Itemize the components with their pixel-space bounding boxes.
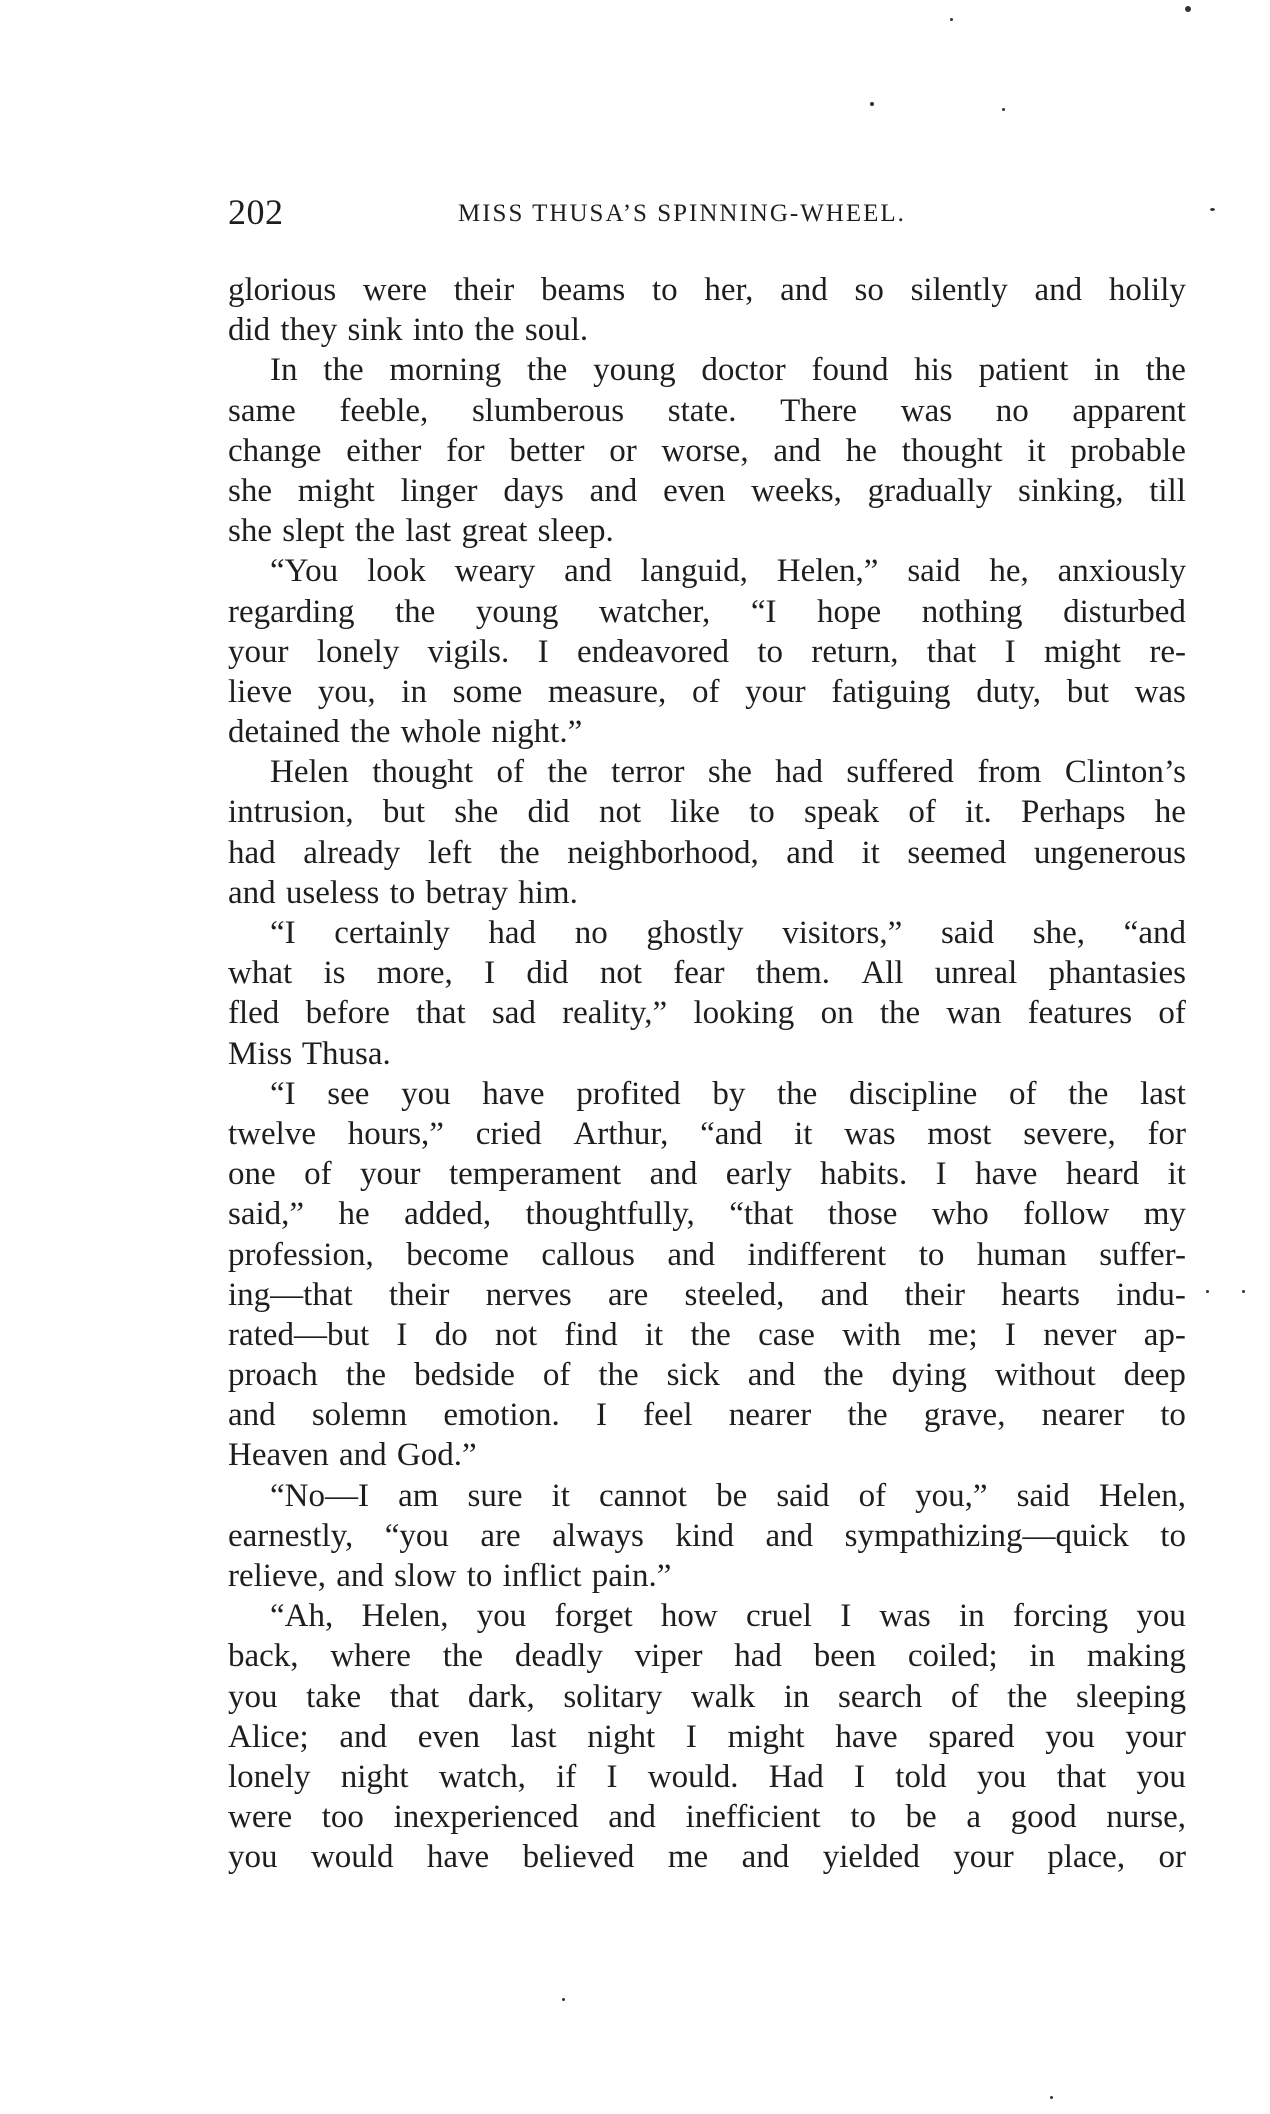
text-line: one of your temperament and early habits. I have heard it	[228, 1156, 1186, 1193]
text-line: Helen thought of the terror she had suffered from Clinton’s	[270, 754, 1186, 791]
text-line: “I see you have profited by the discipline of the last	[270, 1075, 1186, 1112]
text-line: lonely night watch, if I would. Had I told you that you	[228, 1758, 1186, 1795]
text-line: regarding the young watcher, “I hope nothing disturbed	[228, 593, 1186, 630]
text-line: glorious were their beams to her, and so silently and holily	[228, 272, 1186, 308]
text-line: your lonely vigils. I endeavored to return, that I might re-	[228, 633, 1186, 670]
scan-speck	[1242, 1290, 1245, 1293]
text-line: same feeble, slumberous state. There was no apparent	[228, 392, 1186, 429]
running-head: MISS THUSA’S SPINNING-WHEEL.	[458, 200, 906, 227]
text-line: change either for better or worse, and he thought it probable	[228, 432, 1186, 469]
text-line: said,” he added, thoughtfully, “that those who follow my	[228, 1196, 1186, 1233]
text-line: earnestly, “you are always kind and sympathizing—quick to	[228, 1517, 1186, 1554]
scan-speck	[1185, 6, 1191, 12]
text-line: had already left the neighborhood, and it seemed ungenerous	[228, 834, 1186, 871]
scan-speck	[1206, 1290, 1209, 1293]
text-line: “I certainly had no ghostly visitors,” said she, “and	[270, 915, 1186, 951]
text-line: Alice; and even last night I might have spared you your	[228, 1718, 1186, 1755]
scan-speck	[1210, 208, 1215, 211]
text-line: she might linger days and even weeks, gradually sinking, till	[228, 472, 1186, 509]
text-line: you would have believed me and yielded your place, or	[228, 1839, 1186, 1876]
text-line: you take that dark, solitary walk in search of the sleeping	[228, 1678, 1186, 1715]
text-line: detained the whole night.”	[228, 714, 583, 751]
scan-speck	[1050, 2096, 1053, 2099]
page-number: 202	[228, 192, 284, 232]
body-text	[228, 270, 1186, 1878]
text-line: twelve hours,” cried Arthur, “and it was most severe, for	[228, 1115, 1186, 1152]
text-line: were too inexperienced and inefficient to be a good nurse,	[228, 1799, 1186, 1836]
text-line: Heaven and God.”	[228, 1437, 477, 1474]
scan-speck	[562, 1998, 565, 2001]
text-line: ing—that their nerves are steeled, and their hearts indu-	[228, 1276, 1186, 1313]
text-line: “You look weary and languid, Helen,” said he, anxiously	[270, 553, 1186, 590]
text-line: “No—I am sure it cannot be said of you,” said Helen,	[270, 1477, 1186, 1514]
text-line: profession, become callous and indifferent to human suffer-	[228, 1236, 1186, 1273]
page-header	[228, 190, 1186, 240]
text-line: she slept the last great sleep.	[228, 513, 614, 550]
text-line: fled before that sad reality,” looking on the wan features of	[228, 995, 1186, 1032]
scan-speck	[1002, 108, 1005, 111]
text-line: lieve you, in some measure, of your fatiguing duty, but was	[228, 673, 1186, 710]
text-line: rated—but I do not find it the case with me; I never ap-	[228, 1316, 1186, 1353]
text-line: back, where the deadly viper had been coiled; in making	[228, 1638, 1186, 1675]
scan-speck	[870, 102, 874, 106]
text-line: what is more, I did not fear them. All unreal phantasies	[228, 955, 1186, 992]
text-line: Miss Thusa.	[228, 1035, 391, 1072]
text-line: relieve, and slow to inflict pain.”	[228, 1558, 672, 1594]
text-line: proach the bedside of the sick and the dying without deep	[228, 1357, 1186, 1394]
text-line: did they sink into the soul.	[228, 312, 589, 349]
scan-speck	[950, 18, 953, 21]
text-line: and solemn emotion. I feel nearer the grave, nearer to	[228, 1397, 1186, 1434]
text-line: and useless to betray him.	[228, 874, 578, 911]
text-line: intrusion, but she did not like to speak of it. Perhaps he	[228, 794, 1186, 831]
text-line: “Ah, Helen, you forget how cruel I was in forcing you	[270, 1598, 1186, 1635]
text-line: In the morning the young doctor found his patient in the	[270, 352, 1186, 389]
